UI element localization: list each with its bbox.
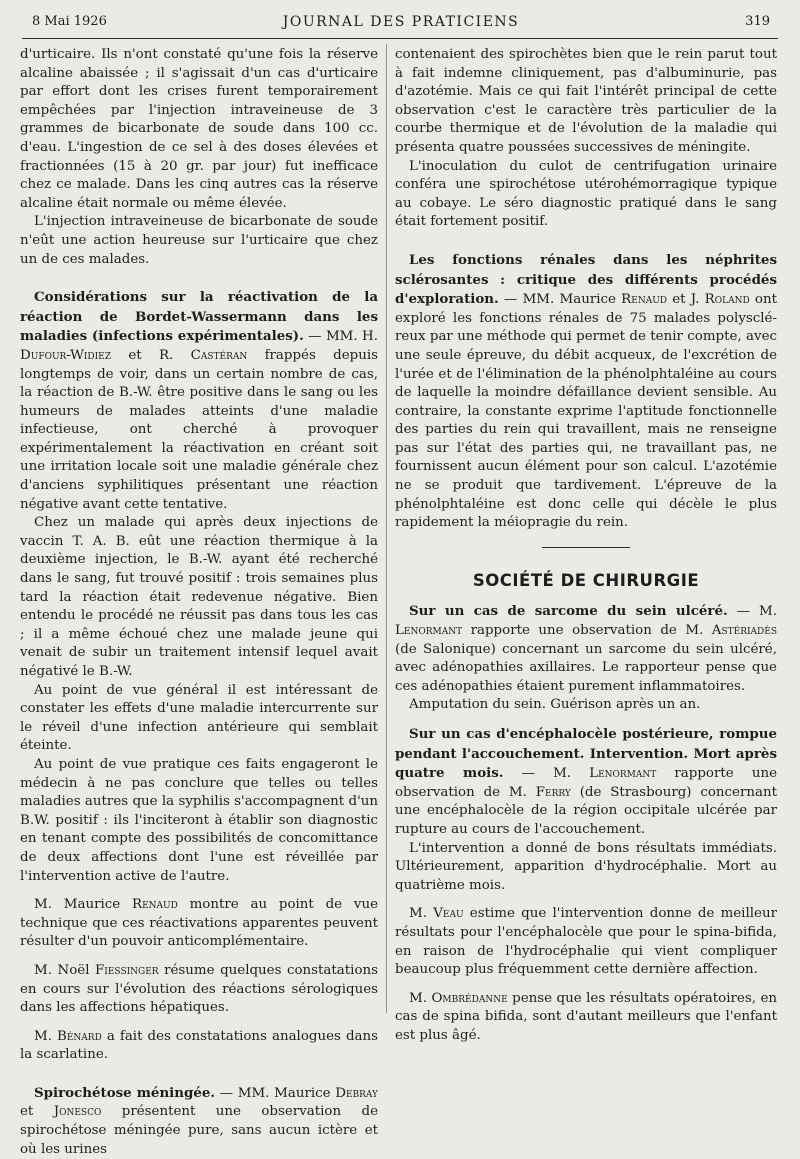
article-title: Sur un cas de sarcome du sein ulcéré. [409,603,728,620]
article-title: Sur un cas d'encéphalocèle postérieure, rompue pendant l'accouchement. Intervention. Mort après quatre mois. [395,726,777,782]
author-name: Lenormant [589,766,657,782]
text-prefix: M. [409,990,432,1006]
page-header [32,14,770,36]
article-text: frappés depuis longtemps de voir, dans un certain nombre de cas, la réaction de B.-W. être positive dans le sang ou les humeurs de malades atteints d'une maladie infectieuse, ont cherché à provoquer expérimentalement la réactivation en créant soit une irritation locale soit une maladie générale chez d'anciens syphilitiques présentant une réaction négative avant cette tentative. [20,347,379,512]
paragraph-ombredanne [395,990,777,1046]
paragraph: Chez un malade qui après deux injections de vaccin T. A. B. eût une réaction thermique à la deuxième injection, le B.-W. ayant été recherché dans le sang, fut trouvé positif : trois semaines plus tard la réaction était redevenue négative. Bien entendu le procédé ne réussit pas dans tous les cas ; il a même échoué chez une malade jeune qui venait de subir un traitement intensif lequel avait négativé le B.-W. [20,515,378,679]
article-sarcome [395,602,777,696]
paragraph-veau [395,905,777,979]
author-name: Lenormant [395,623,463,639]
article-title: Spirochétose méningée. [34,1084,216,1101]
section-heading: SOCIÉTÉ DE CHIRURGIE [472,570,700,590]
article-text: (de Salonique) concernant un sarcome du sein ulcéré, avec adénopathies axillaires. Le rapporteur pense que ces adénopathies étaient purement inflammatoires. [395,641,777,694]
article-title: Les fonctions rénales dans les néphrites sclérosantes : critique des différents procédés d'exploration. [395,251,777,308]
text-prefix: M. Maurice [34,897,132,913]
author-name: Bénard [57,1028,102,1044]
author-name: Renaud [621,292,667,308]
paragraph: L'injection intraveineuse de bicarbonate de soude n'eût une action heureuse sur l'urticaire que chez un de ces malades. [20,214,378,267]
article-text: rapporte une observation de M. [395,766,777,800]
author-intro: — M. [727,604,777,620]
paragraph: L'intervention a donné de bons résultats immédiats. Ultérieurement, apparition d'hydrocéphalie. Mort au quatrième mois. [395,840,777,893]
paragraph-text: pense que les résultats opératoires, en cas de spina bifida, sont d'autant meilleurs que l'enfant est plus âgé. [395,990,777,1043]
journal-title: JOURNAL DES PRATICIENS [282,14,520,30]
author-intro: — MM. Maurice [215,1085,336,1101]
paragraph: d'urticaire. Ils n'ont constaté qu'une fois la réserve alcaline abaissée ; il s'agissait d'un cas d'urticaire par effort dont les crises furent temporairement empêchées par l'injection intraveineuse de 3 grammes de bicarbonate de soude dans 100 cc. d'eau. L'ingestion de ce sel à des doses élevées et fractionnées (15 à 20 gr. par jour) fut inefficace chez ce malade. Dans les cinq autres cas la réserve alcaline était normale ou même élevée. [20,47,378,211]
author-name: Castéran [190,347,248,363]
paragraph-renaud [20,896,378,952]
header-rule [22,38,778,39]
paragraph: Au point de vue général il est intéressant de constater les effets d'une maladie intercurrente sur le réveil d'une infection antérieure qui semblait éteinte. [20,682,378,754]
article-text: (de Strasbourg) concernant une encéphalocèle de la région occipitale ulcérée par rupture au cours de l'accouchement. [395,784,777,837]
article-text: rapporte une observation de M. [462,623,712,639]
author-name: Veau [433,906,464,922]
author-name: Ferry [535,784,571,800]
paragraph: Au point de vue pratique ces faits engageront le médecin à ne pas conclure que telles ou telles maladies autres que la syphilis s'accompagnent d'un B.W. positif : ils l'inciteront à établir son diagnostic en tenant compte des possibilités de concomittance de deux affections dont l'une est réveillée par l'intervention active de l'autre. [20,756,378,884]
author-name: Dufour-Widiez [20,347,112,363]
column-divider [386,44,387,1013]
author-joiner: et R. [111,347,191,363]
author-intro: — MM. H. [303,329,378,345]
author-name: Fiessinger [95,962,159,978]
section-divider [542,547,630,548]
text-prefix: M. Noël [34,962,96,978]
left-column [20,46,378,1159]
author-name: Renaud [131,897,178,913]
author-name: Roland [704,292,750,308]
article-spirochetose [20,1084,378,1159]
article-title: Considérations sur la réactivation de la réaction de Bordet-Wassermann dans les maladies (infections expérimentales). [20,289,378,345]
author-joiner: et J. [667,292,705,308]
article-fonctions-renales [395,251,777,533]
author-intro: — MM. Maurice [498,292,622,308]
paragraph-text: montre au point de vue technique que ces réactivations apparentes peuvent résulter d'un pouvoir anticomplémentaire. [20,897,378,950]
paragraph-benard [20,1028,378,1065]
text-prefix: M. [409,906,434,922]
paragraph: L'inoculation du culot de centrifugation urinaire conféra une spirochétose utérohémorragique typique au cobaye. Le séro diagnostic pratiqué dans le sang était fortement positif. [395,158,777,230]
article-bordet-wassermann [20,288,378,514]
paragraph-text: estime que l'intervention donne de meilleur résultats pour l'encéphalocèle que pour le spina-bifida, en raison de l'hydrocéphalie qui vient compliquer beaucoup plus fréquemment cette dernière affection. [395,906,777,978]
author-joiner: et [20,1104,54,1120]
article-encephalocele [395,725,777,840]
header-date: 8 Mai 1926 [32,14,107,29]
paragraph-fiessinger [20,962,378,1018]
paragraph-text: résume quelques constatations en cours sur l'évolution des réactions sérologiques dans les affections hépatiques. [20,962,379,1016]
author-name: Jonesco [53,1104,102,1120]
paragraph-text: a fait des constatations analogues dans la scarlatine. [20,1028,378,1063]
author-name: Debray [335,1085,378,1101]
right-column [395,46,777,1046]
article-text: présentent une observation de spirochétose méningée pure, sans aucun ictère et où les urines [20,1104,378,1157]
author-name: Ombrédanne [431,990,508,1006]
author-name: Astériadès [711,623,777,639]
text-prefix: M. [34,1028,58,1044]
article-text: ont exploré les fonctions rénales de 75 malades polyscléreux par une méthode qui permet de tenir compte, avec une seule épreuve, du débit acqueux, de l'excrétion de l'urée et de l'élimination de la phénolphtaléine au cours de laquelle la moindre défaillance devient sensible. Au contraire, la constante exprime l'aptitude fonctionnelle des parties du rein qui travaillent, mais ne renseigne pas sur l'état des parties qui, ne travaillant pas, ne fournissent aucun élément pour son calcul. L'azotémie ne se produit que tardivement. L'épreuve de la phénolphtaléine est donc celle qui décèle le plus rapidement la méiopragie du rein. [395,292,777,531]
paragraph: Amputation du sein. Guérison après un an. [409,697,701,713]
page-number: 319 [745,14,770,29]
paragraph: contenaient des spirochètes bien que le rein parut tout à fait indemne cliniquement, pas d'albuminurie, pas d'azotémie. Mais ce qui fait l'intérêt principal de cette observation c'est le caractère très particulier de la courbe thermique et de l'évolution de la maladie qui présenta quatre poussées successives de méningite. [395,47,777,155]
author-intro: — M. [503,766,590,782]
